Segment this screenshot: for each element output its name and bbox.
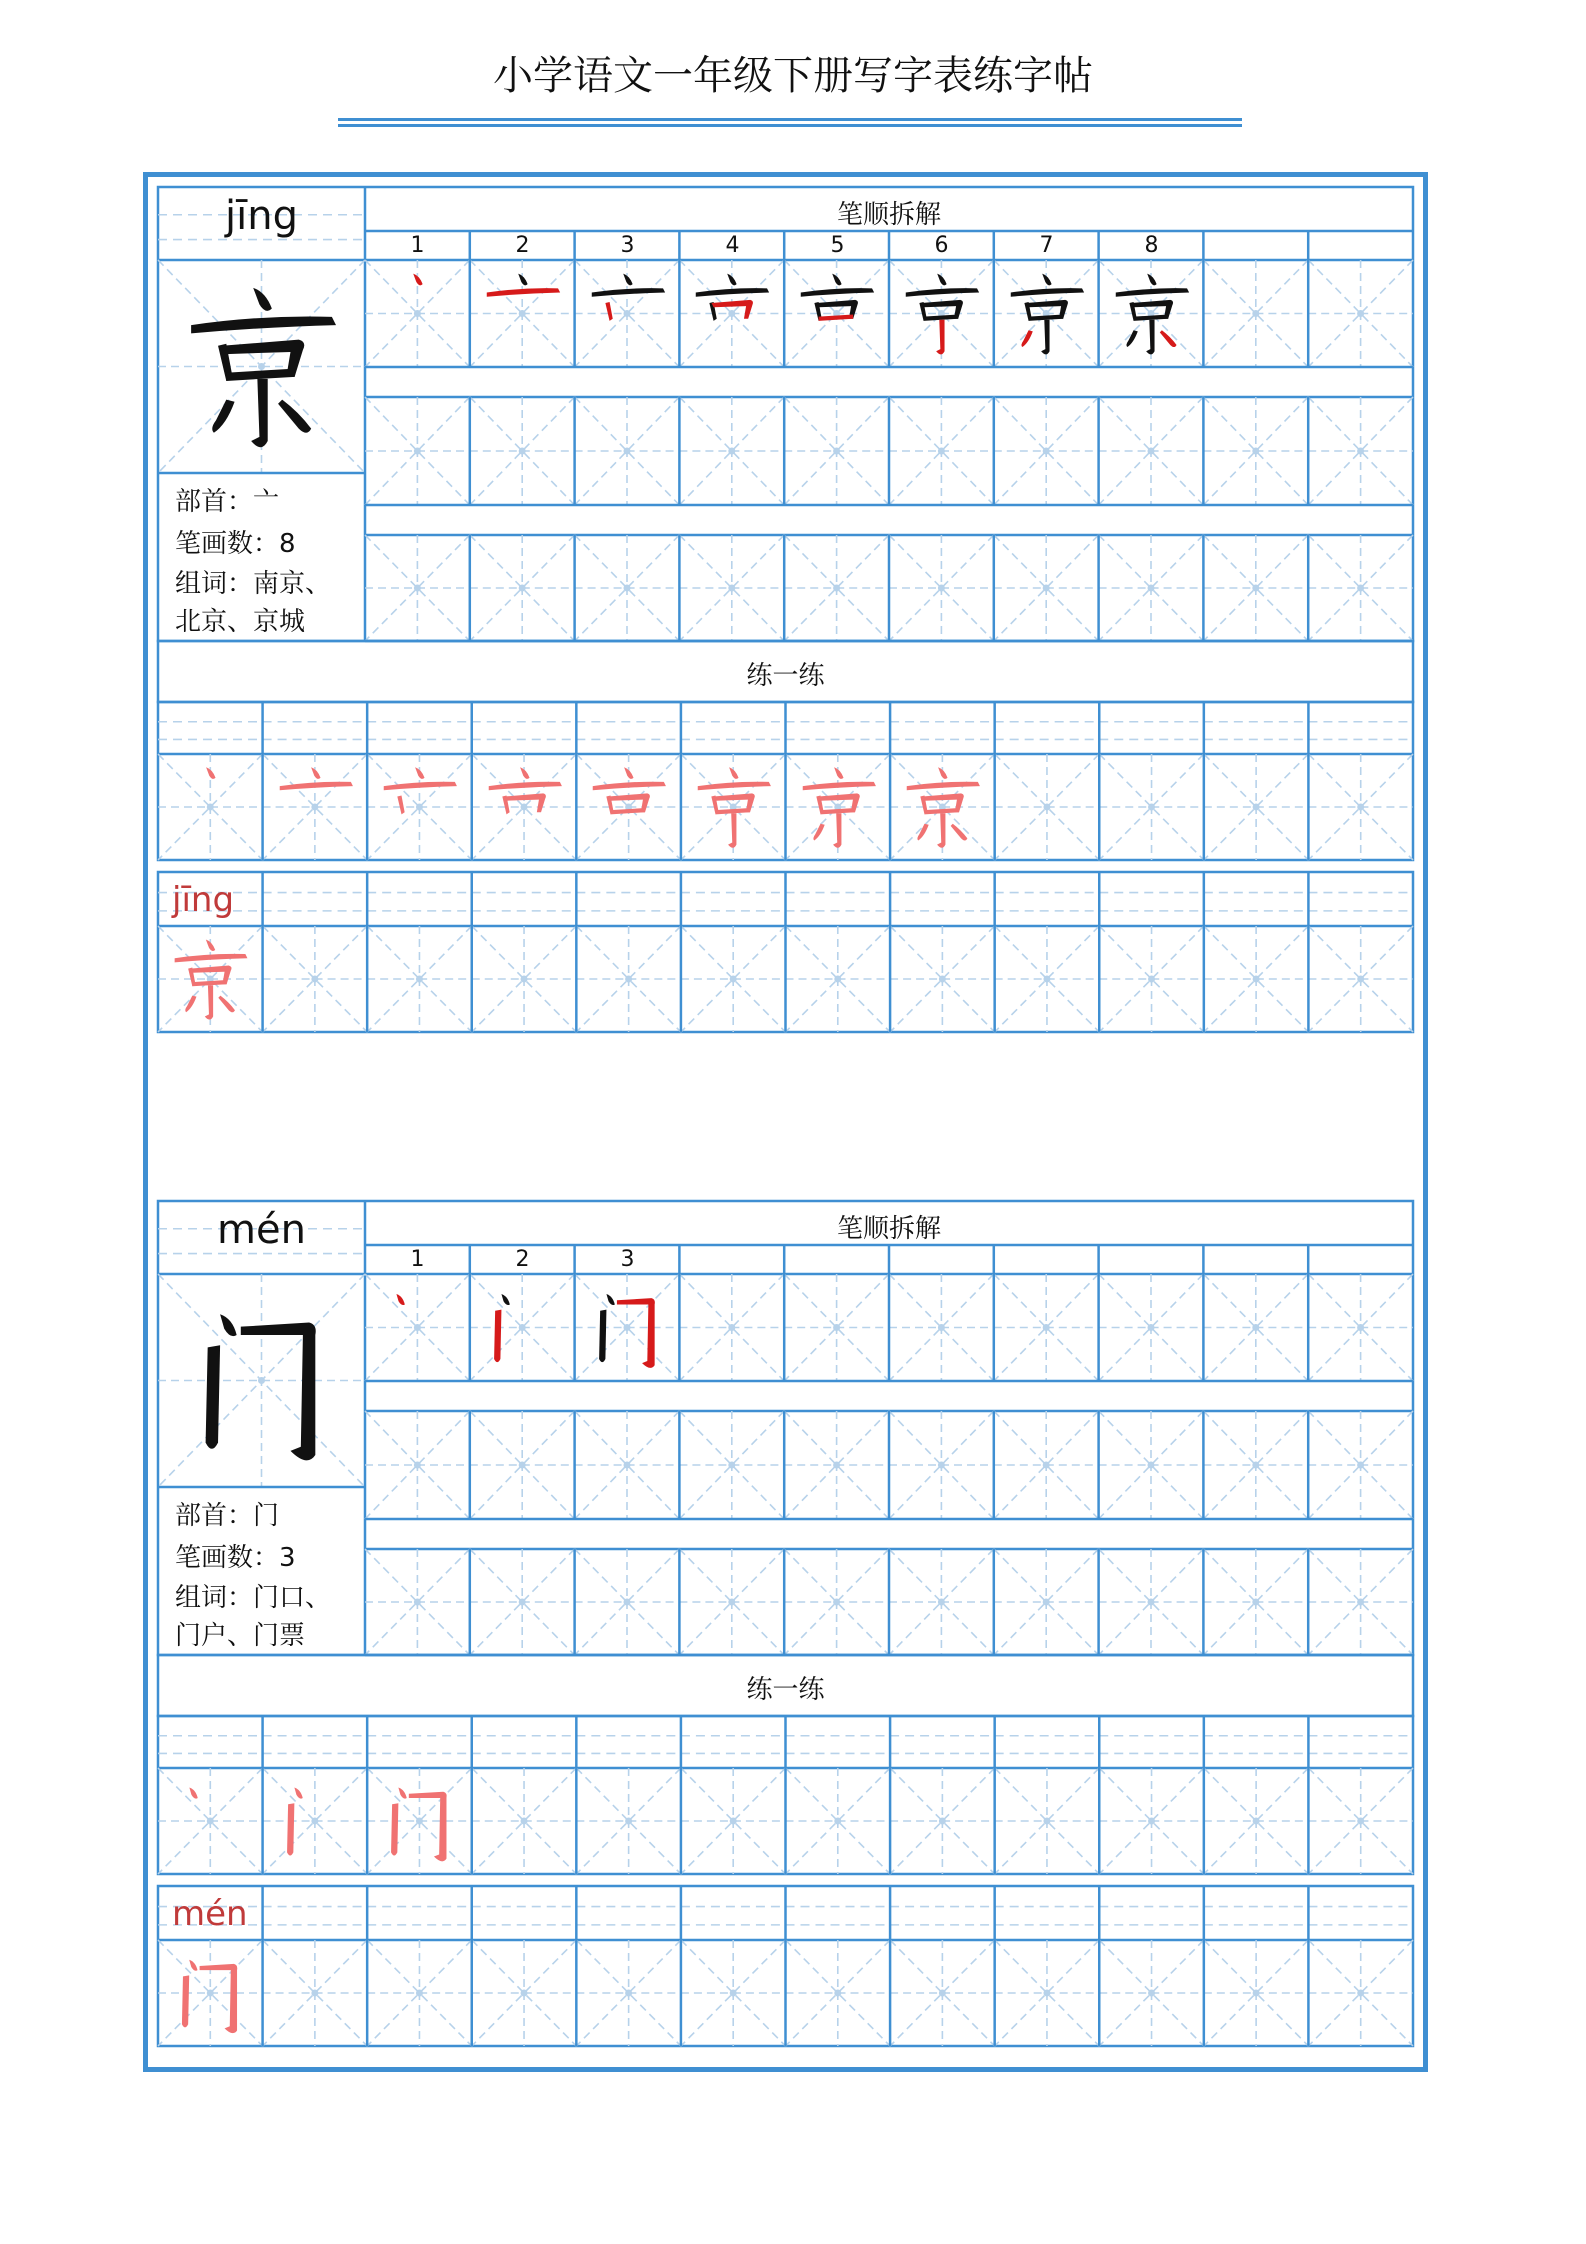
trace-step-3 [367, 754, 472, 860]
stroke-order-header: 笔顺拆解 [836, 200, 941, 230]
model-character [158, 1274, 365, 1487]
stroke-step-1 [365, 260, 470, 367]
stroke-step-glyph [575, 1274, 680, 1381]
stroke-step-4 [679, 260, 784, 367]
trace-pinyin: mén [172, 1894, 248, 1934]
trace-step-glyph [472, 754, 577, 860]
words-line-2: 北京、京城 [175, 607, 306, 637]
trace-step-glyph [786, 754, 891, 860]
character-men-glyph [158, 1274, 365, 1487]
trace-step-1 [158, 1768, 263, 1874]
stroke-step-6 [889, 260, 994, 367]
trace-step-4 [472, 754, 577, 860]
stroke-count-value: 3 [279, 1543, 296, 1573]
stroke-step-glyph [889, 260, 994, 367]
trace-pinyin: jīng [172, 880, 235, 920]
stroke-number: 8 [1144, 233, 1159, 258]
stroke-step-5 [784, 260, 889, 367]
stroke-step-3 [575, 1274, 680, 1381]
trace-men-glyph [158, 1940, 262, 2046]
character-info [175, 481, 365, 641]
stroke-count-row: 笔画数：8 [175, 529, 296, 559]
stroke-step-glyph [784, 260, 889, 367]
trace-step-glyph [681, 754, 786, 860]
words-line-1: 门口、 [253, 1583, 332, 1613]
stroke-number: 4 [725, 233, 740, 258]
radical-row: 部首：门 [175, 1501, 280, 1531]
page-title: 小学语文一年级下册写字表练字帖 [493, 53, 1093, 99]
trace-step-glyph [263, 754, 368, 860]
stroke-count-value: 8 [279, 529, 296, 559]
stroke-step-glyph [575, 260, 680, 367]
pinyin-label: mén [217, 1207, 306, 1253]
trace-step-2 [263, 1768, 368, 1874]
trace-step-5 [576, 754, 681, 860]
stroke-step-7 [994, 260, 1099, 367]
radical-row: 部首：亠 [175, 487, 280, 517]
stroke-number: 1 [410, 1247, 425, 1272]
trace-character [158, 926, 262, 1032]
trace-step-glyph [158, 1768, 263, 1874]
stroke-number: 1 [410, 233, 425, 258]
stroke-step-2 [470, 1274, 575, 1381]
radical-value: 门 [253, 1501, 280, 1531]
trace-character [158, 1940, 262, 2046]
words-line-2: 门户、门票 [175, 1621, 306, 1651]
trace-step-glyph [158, 754, 263, 860]
trace-step-8 [890, 754, 995, 860]
trace-step-7 [786, 754, 891, 860]
stroke-number: 5 [830, 233, 845, 258]
trace-step-glyph [367, 754, 472, 860]
trace-jing-glyph [158, 926, 262, 1032]
stroke-number: 7 [1039, 233, 1054, 258]
words-row: 组词：门口、 门户、门票 [175, 1583, 332, 1651]
stroke-number: 6 [934, 233, 949, 258]
stroke-step-2 [470, 260, 575, 367]
practice-header: 练一练 [746, 661, 825, 691]
words-line-1: 南京、 [253, 569, 332, 599]
stroke-number: 3 [620, 1247, 635, 1272]
radical-value: 亠 [253, 487, 280, 517]
stroke-count-row: 笔画数：3 [175, 1543, 296, 1573]
practice-header: 练一练 [746, 1675, 825, 1705]
stroke-step-glyph [365, 1274, 470, 1381]
trace-step-glyph [367, 1768, 472, 1874]
stroke-step-glyph [365, 260, 470, 367]
stroke-step-glyph [470, 260, 575, 367]
stroke-number: 3 [620, 233, 635, 258]
stroke-step-glyph [470, 1274, 575, 1381]
trace-step-3 [367, 1768, 472, 1874]
stroke-step-glyph [679, 260, 784, 367]
stroke-step-glyph [994, 260, 1099, 367]
trace-step-1 [158, 754, 263, 860]
trace-step-glyph [890, 754, 995, 860]
stroke-number: 2 [515, 1247, 530, 1272]
character-jing-glyph [158, 260, 365, 473]
stroke-step-3 [575, 260, 680, 367]
trace-step-6 [681, 754, 786, 860]
stroke-step-8 [1099, 260, 1204, 367]
stroke-number: 2 [515, 233, 530, 258]
words-row: 组词：南京、 北京、京城 [175, 569, 332, 637]
trace-step-2 [263, 754, 368, 860]
trace-step-glyph [263, 1768, 368, 1874]
character-info [175, 1495, 365, 1655]
stroke-step-glyph [1099, 260, 1204, 367]
trace-step-glyph [576, 754, 681, 860]
model-character [158, 260, 365, 473]
stroke-order-header: 笔顺拆解 [836, 1214, 941, 1244]
stroke-step-1 [365, 1274, 470, 1381]
pinyin-label: jīng [225, 193, 298, 239]
